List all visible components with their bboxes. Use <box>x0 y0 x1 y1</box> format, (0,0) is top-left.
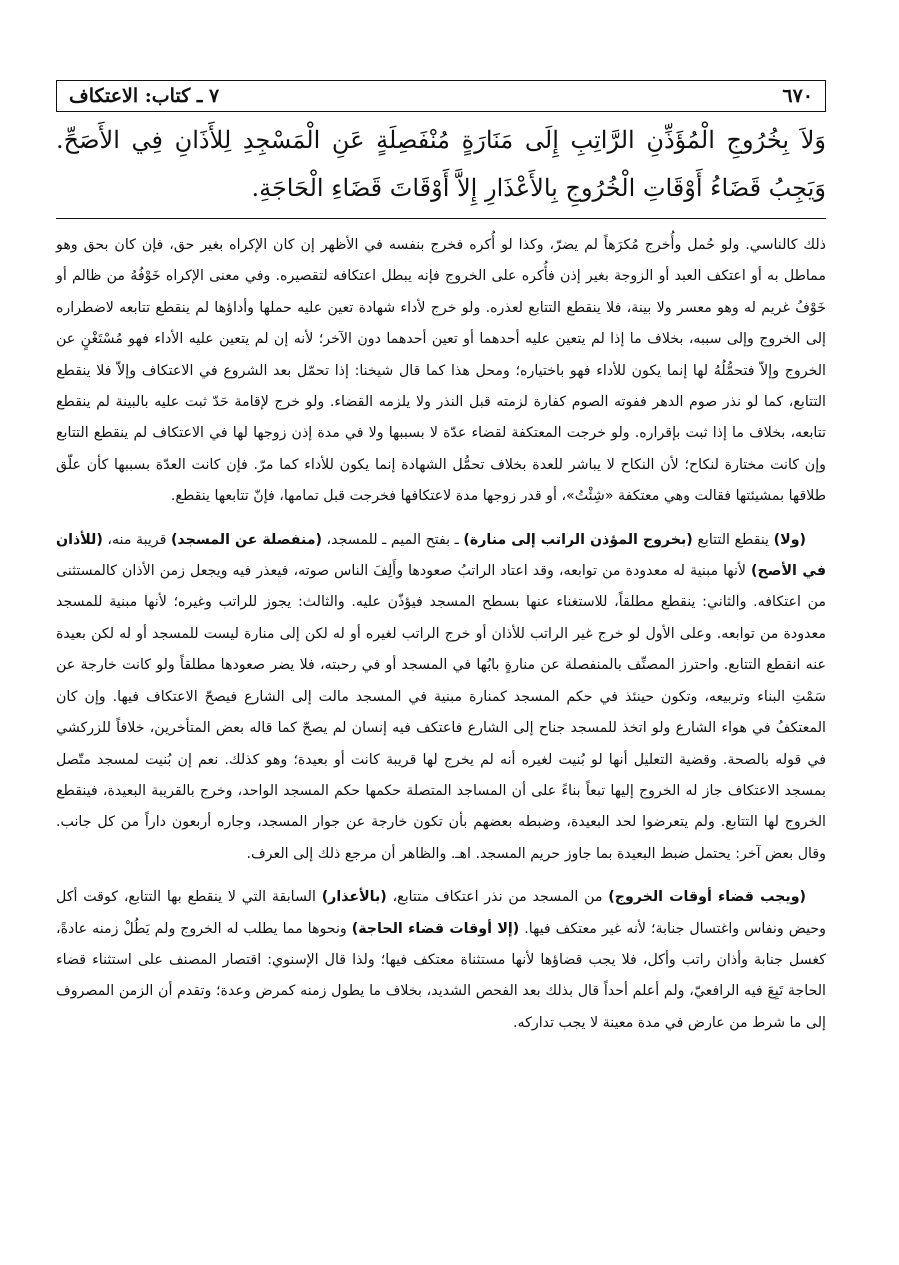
matn-quote: (ويجب قضاء أوقات الخروج) <box>608 889 806 906</box>
separator-rule <box>56 218 826 219</box>
matn-quote: (إلا أوقات قضاء الحاجة) <box>351 920 520 937</box>
page-number: ٦٧٠ <box>782 85 813 107</box>
matn-quote: (منفصلة عن المسجد) <box>170 531 323 548</box>
commentary <box>56 230 826 1039</box>
commentary-text: ونحوها مما يطلب له الخروج ولم يَطُلْ زمنه عادةً، كغسل جنابة وأذان راتب وأكل، فلا يجب قضاؤها لأنها مستثناة معتكف فيها؛ ولذا قال الإسنوي: اقتصار المصنف على استثناء قضاء الحاجة تَبِعَ فيه الرافعيّ، ولم أعلم أحداً قال بذلك بعد الفحص الشديد، بخلاف ما يطول زمنه كمرض وعدة؛ وتقدم أن الزمن المصروف إلى ما شرط من عارض في مدة معينة لا يجب تداركه. <box>56 920 826 1031</box>
commentary-text: قريبة منه، <box>102 531 171 548</box>
commentary-paragraph-1: ذلك كالناسي. ولو حُمل وأُخرج مُكرَهاً لم يضرّ، وكذا لو أُكره فخرج بنفسه في الأظهر إن كان الإكراه بغير حق، فإن كان بحق وهو مماطل به أو اعتكف العبد أو الزوجة بغير إذن فأُكره على الخروج فإنه يبطل اعتكافه لتقصيره. وفي معنى الإكراه خَوْفُهُ من ظالم أو خَوْفُ غريم له وهو معسر ولا بينة، فلا ينقطع التتابع لعذره. ولو خرج لأداء شهادة تعين عليه حملها وأداؤها لم ينقطع تتابعه لاضطراره إلى الخروج وإلى سببه، بخلاف ما إذا لم يتعين عليه أحدهما أو تعين أحدهما دون الآخر؛ لأنه إن لم يتعين عليه الأداء فهو مُسْتَغْنٍ عن الخروج وإلاّ فتحمُّلُهُ لها إنما يكون للأداء فهو باختياره؛ ومحل هذا كما قال شيخنا: إذا تحمّل بعد الشروع في الاعتكاف وإلاّ فلا ينقطع التتابع، كما لو نذر صوم الدهر ففوته الصوم كفارة لزمته قبل النذر ولا يلزمه القضاء. ولو خرج لإقامة حَدّ ثبت عليه بالبينة لم ينقطع تتابعه، بخلاف ما إذا ثبت بإقراره. ولو خرجت المعتكفة لقضاء عدّة لا بسببها ولا في مدة إذن زوجها لها في الاعتكاف لم ينقطع التتابع وإن كانت مختارة لنكاح؛ لأن النكاح لا يباشر للعدة بخلاف تحمُّل الشهادة إنما يكون للأداء كما مرّ. فإن كانت العدّة بسببها كأن علّق طلاقها بمشيئتها فقالت وهي معتكفة «شِئْتُ»، أو قدر زوجها مدة لاعتكافها فخرجت قبل تمامها، فإنّ تتابعها ينقطع. <box>56 237 826 505</box>
commentary-text: السابقة التي لا ينقطع بها التتابع، كوقت أكل وحيض ونفاس واغتسال جنابة؛ لأنه غير معتكف فيها. <box>56 889 826 937</box>
commentary-text: ـ بفتح الميم ـ للمسجد، <box>322 531 464 548</box>
matn-quote: (للأذان في الأصح) <box>56 531 826 580</box>
page-header <box>56 80 826 112</box>
chapter-title: ٧ ـ كتاب: الاعتكاف <box>69 85 220 107</box>
commentary-text: من المسجد من نذر اعتكاف متتابع، <box>386 889 609 906</box>
commentary-paragraph-2 <box>56 525 826 870</box>
matn-quote: (ولا) <box>773 531 806 548</box>
matn-quote: (بالأعذار) <box>321 889 387 906</box>
matn-text: وَلاَ بِخُرُوجِ الْمُؤَذِّنِ الرَّاتِبِ إِلَى مَنَارَةٍ مُنْفَصِلَةٍ عَنِ الْمَسْجِدِ لِلأَذَانِ فِي الأَصَحِّ. وَيَجِبُ قَضَاءُ أَوْقَاتِ الْخُرُوجِ بِالأَعْذَارِ إِلاَّ أَوْقَاتَ قَضَاءِ الْحَاجَةِ. <box>56 126 826 202</box>
commentary-paragraph-3 <box>56 882 826 1039</box>
commentary-text: ينقطع التتابع <box>692 531 774 548</box>
commentary-text: لأنها مبنية له معدودة من توابعه، وقد اعتاد الراتبُ صعودها وأَلِفَ الناس صوته، فيعذر فيه ويجعل زمن الأذان كالمستثنى من اعتكافه. والثاني: ينقطع مطلقاً، للاستغناء عنها بسطح المسجد فيؤذّن عليه. والثالث: يجوز للراتب وغيره؛ لأنها مبنية للمسجد معدودة من توابعه. وعلى الأول لو خرج غير الراتب للأذان أو خرج الراتب لغيره أو له لكن إلى منارة ليست للمسجد أو له لكن بعيدة عنه انقطع التتابع. واحترز المصنِّف بالمنفصلة عن منارةٍ بابُها في المسجد أو في رحبته، فلا يضر صعودها مطلقاً ولو كانت خارجة عن سَمْتِ البناء وتربيعه، وتكون حينئذ في حكم المسجد كمنارة مبنية في المسجد مالت إلى الشارع فيصحّ الاعتكاف فيها. وإن كان المعتكفُ في هواء الشارع ولو اتخذ للمسجد جناح إلى الشارع فاعتكف فيه إنسان لم يصحّ كما قاله بعض المتأخرين، خلافاً للزركشي في قوله بالصحة. وقضية التعليل أنها لو بُنيت لغيره أنه لم يخرج لها قريبة كانت أو بعيدة؛ وهو كذلك. نعم إن بُنيت لمسجد متّصل بمسجد الاعتكاف جاز له الخروج إليها تبعاً بناءً على أن المساجد المتصلة حكمها حكم المسجد الواحد، وخرج بالقريبة البعيدة، فينقطع الخروج لها التتابع. ولم يتعرضوا لحد البعيدة، وضبطه بعضهم بأن تكون خارجة عن جوار المسجد، وجاره أربعون داراً من كل جانب. وقال بعض آخر: يحتمل ضبط البعيدة بما جاوز حريم المسجد. اهـ. والظاهر أن مرجع ذلك إلى العرف. <box>56 563 826 862</box>
matn-quote: (بخروج المؤذن الراتب إلى منارة) <box>463 531 693 548</box>
book-page <box>56 80 826 1230</box>
